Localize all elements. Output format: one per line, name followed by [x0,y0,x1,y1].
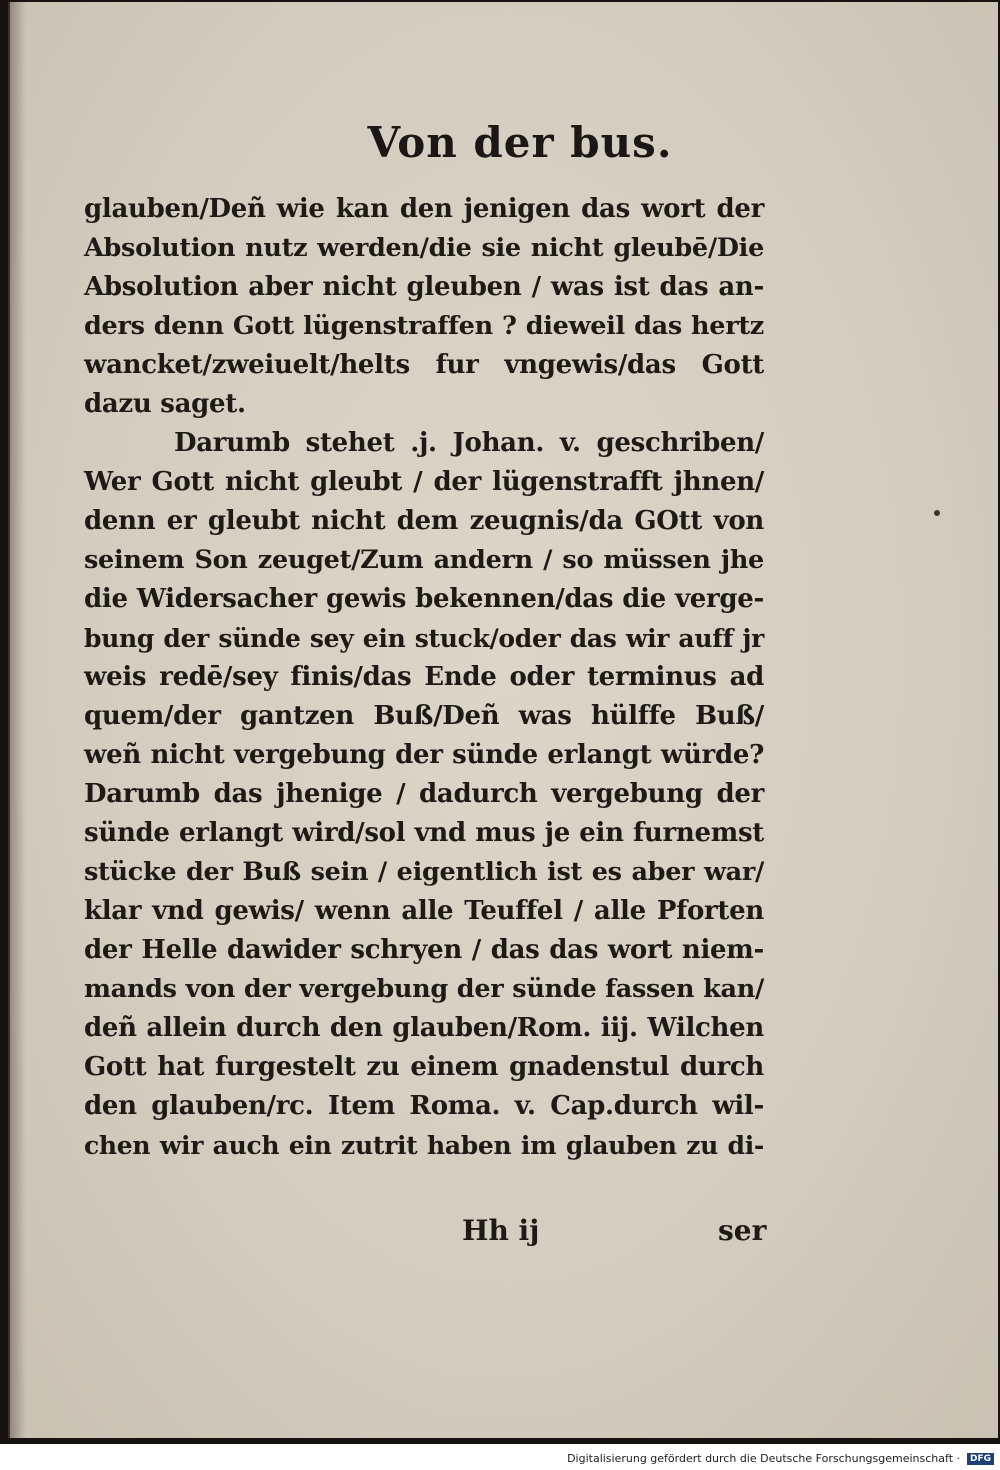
catchword: ser [718,1214,767,1247]
text-line: bung der sünde sey ein stuck/oder das wir auff jr [84,624,764,653]
text-line: Absolution aber nicht gleuben / was ist das an- [84,272,764,302]
text-line: Gott hat furgestelt zu einem gnadenstul durch [84,1052,764,1082]
gutter-shadow [8,2,26,1438]
text-line: Darumb das jhenige / dadurch vergebung der [84,779,764,809]
footer-bar [0,1450,1000,1470]
text-line: sünde erlangt wird/sol vnd mus je ein furnemst [84,818,764,848]
text-line: weis redē/sey finis/das Ende oder terminus ad [84,662,764,692]
text-line: weñ nicht vergebung der sünde erlangt würde? [84,740,764,770]
text-line: ders denn Gott lügenstraffen ? dieweil das hertz [84,311,764,341]
ink-speck [934,510,940,516]
text-line: Absolution nutz werden/die sie nicht gleubē/Die [84,233,764,263]
text-line: glauben/Deñ wie kan den jenigen das wort der [84,194,764,224]
text-line: wancket/zweiuelt/helts fur vngewis/das Gott [84,350,764,380]
text-line: seinem Son zeuget/Zum andern / so müssen jhe [84,545,764,575]
signature-mark: Hh ij [462,1214,540,1247]
running-head: Von der bus. [367,118,673,167]
text-line: Darumb stehet .j. Johan. v. geschriben/ [174,428,764,458]
text-line: Wer Gott nicht gleubt / der lügenstrafft jhnen/ [84,467,764,497]
dfg-logo-icon: DFG [967,1453,994,1465]
text-line: mands von der vergebung der sünde fassen kan/ [84,974,764,1004]
text-line: deñ allein durch den glauben/Rom. iij. Wilchen [84,1013,764,1043]
text-block [84,190,764,1165]
text-line: die Widersacher gewis bekennen/das die verge- [84,584,764,614]
funding-notice: Digitalisierung gefördert durch die Deutsche Forschungsgemeinschaft · [567,1452,960,1465]
text-line: der Helle dawider schryen / das das wort niem- [84,935,764,965]
text-line: quem/der gantzen Buß/Deñ was hülffe Buß/ [84,701,764,731]
text-line: chen wir auch ein zutrit haben im glauben zu di- [84,1131,764,1160]
text-line: dazu saget. [84,389,246,419]
text-line: denn er gleubt nicht dem zeugnis/da GOtt von [84,506,764,536]
text-line: den glauben/rc. Item Roma. v. Cap.durch wil- [84,1091,764,1121]
text-line: stücke der Buß sein / eigentlich ist es aber war/ [84,857,764,887]
text-line: klar vnd gewis/ wenn alle Teuffel / alle Pforten [84,896,764,926]
